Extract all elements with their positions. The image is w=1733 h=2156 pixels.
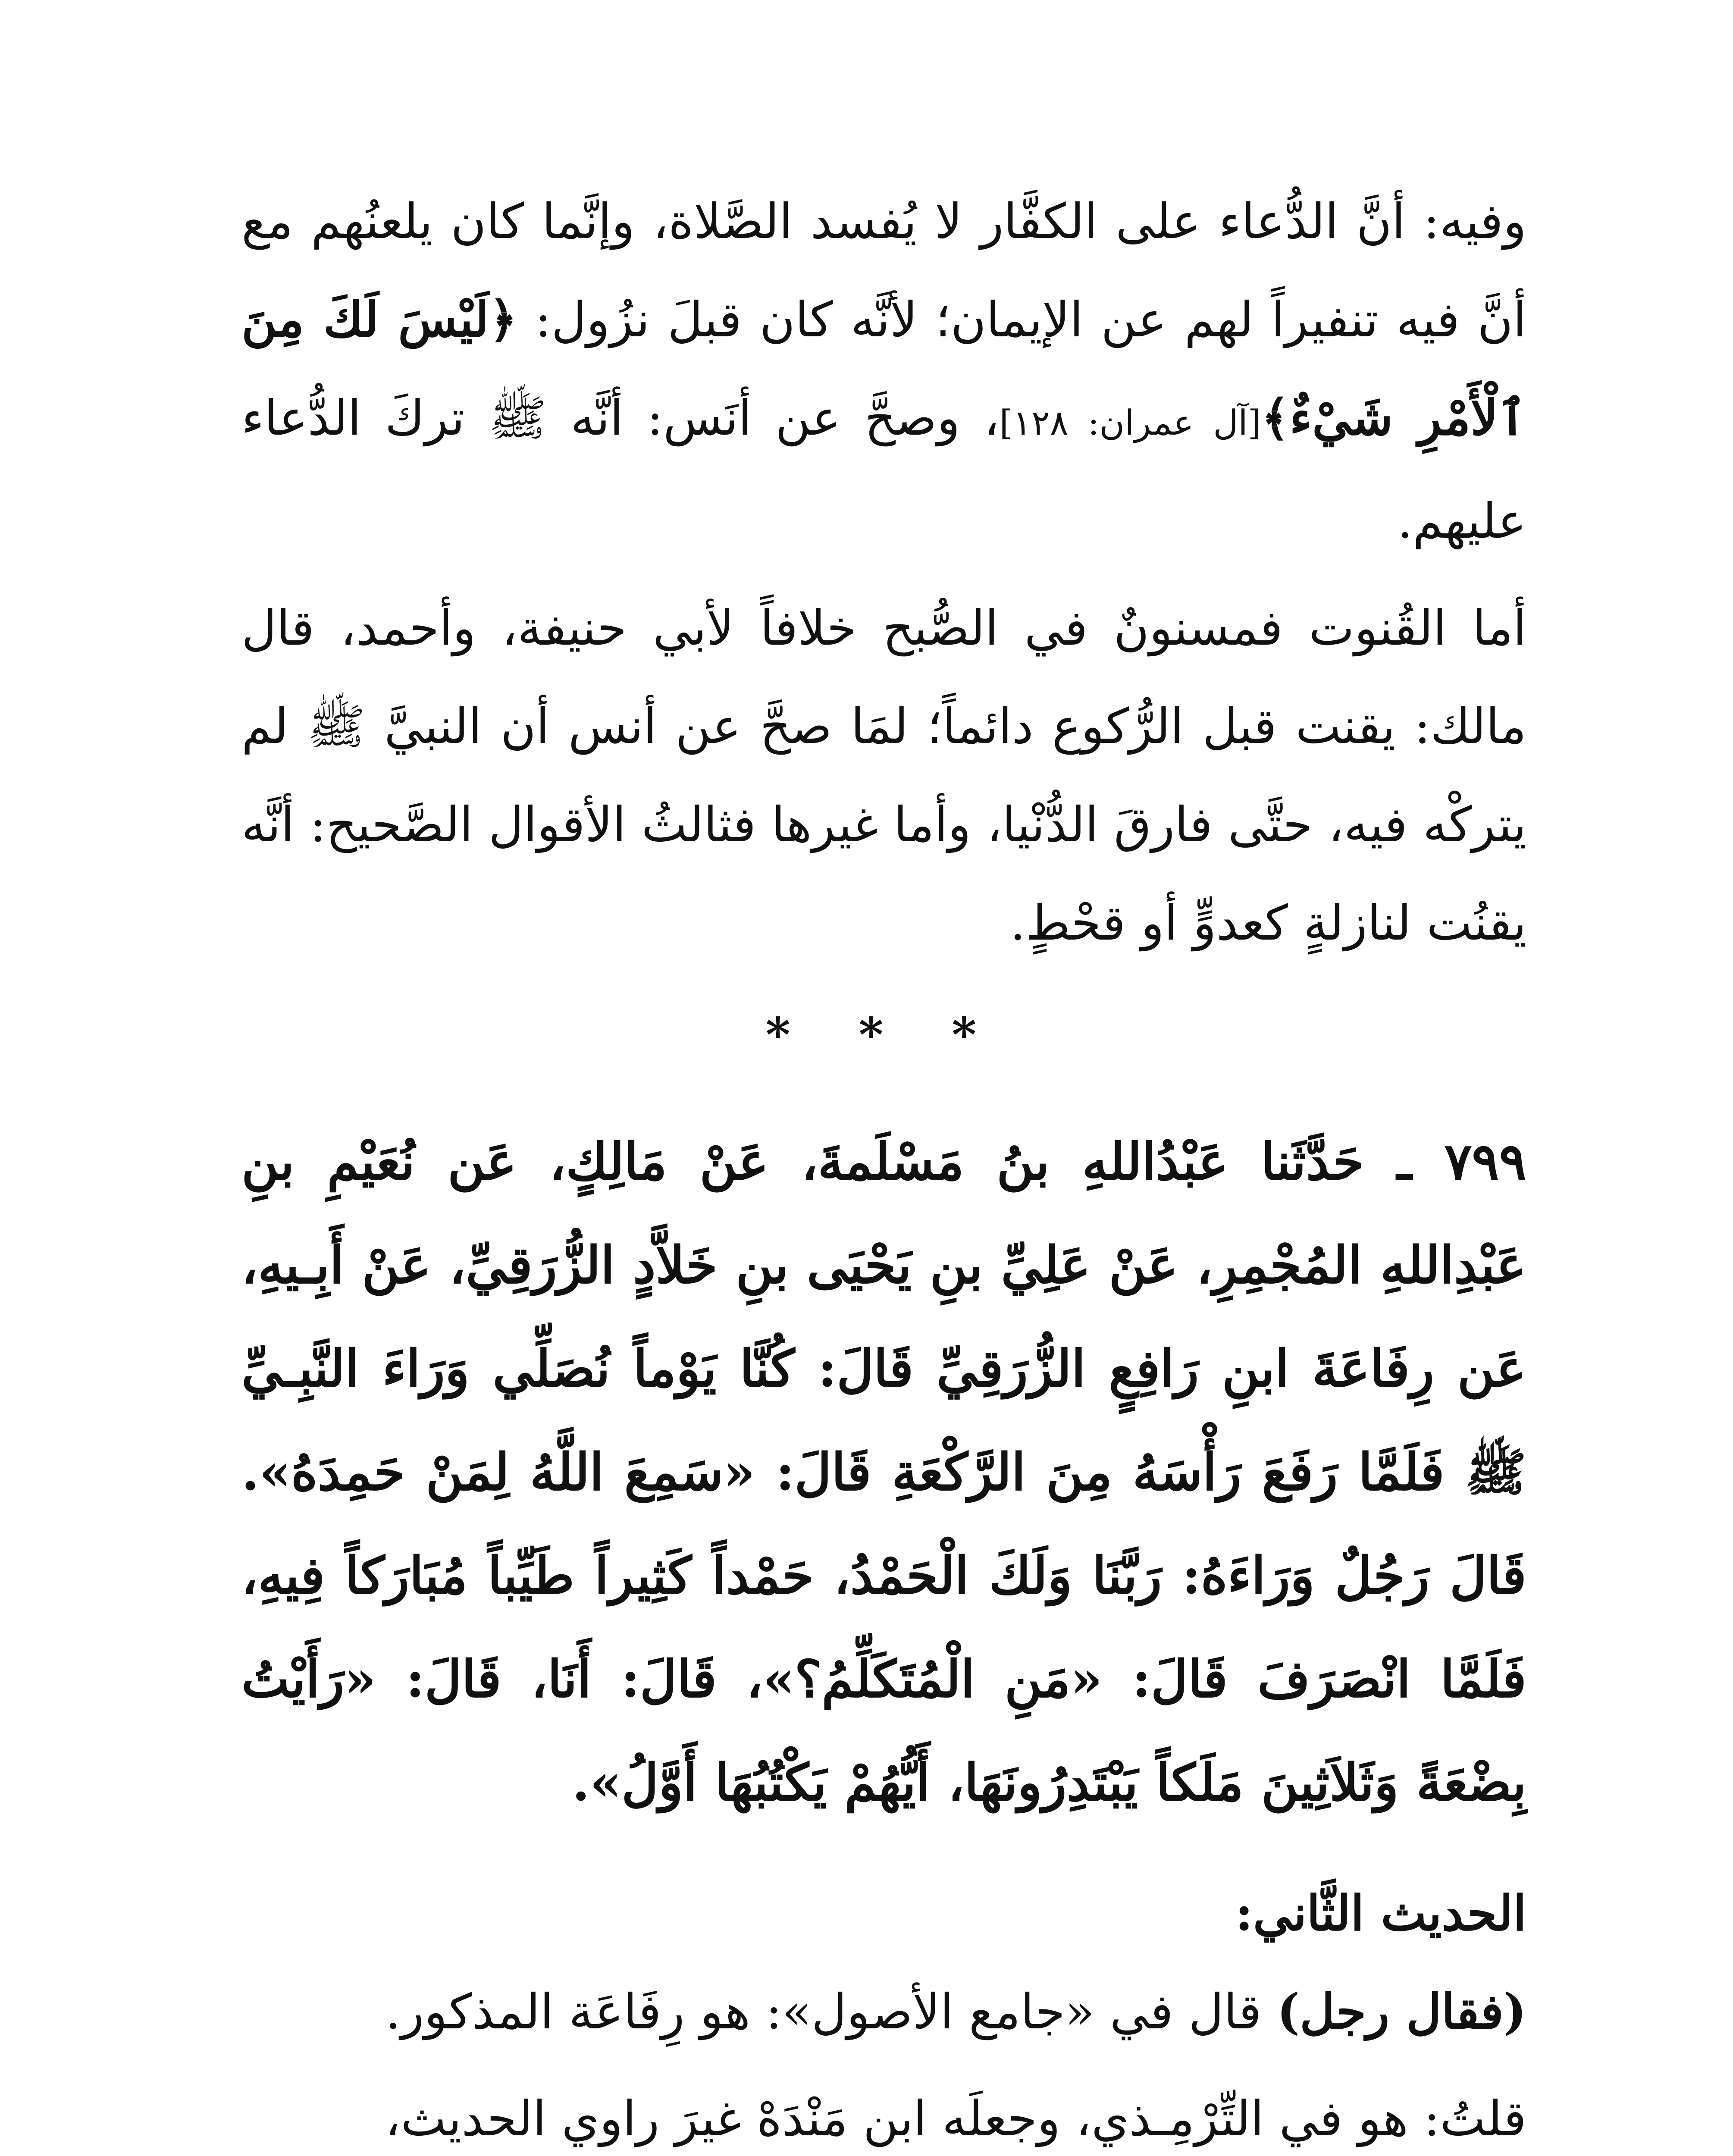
commentary-paragraph-2: أما القُنوت فمسنونٌ في الصُّبح خلافاً لأبي حنيفة، وأحمد، قال مالك: يقنت قبل الرُّكوع دائماً؛ لمَا صحَّ عن أنس أن النبيَّ ﷺ لم يتركْه فيه، حتَّى فارقَ الدُّنْيا، وأما غيرها فثالثُ الأقوال الصَّحيح: أنَّه يقنُت لنازلةٍ كعدوٍّ أو قحْطٍ. <box>241 600 1526 951</box>
section-separator: * * * <box>765 1007 1003 1062</box>
quran-verse: ﴿لَيْسَ لَكَ مِنَ ٱلْأَمْرِ شَيْءٌ﴾ <box>241 291 1526 446</box>
commentary-text-b: ، وصحَّ عن أنَس: أنَّه ﷺ تركَ الدُّعاء عليهم. <box>241 390 1526 549</box>
commentary-paragraph-1 <box>241 172 1526 570</box>
commentary-text-a: وفيه: أنَّ الدُّعاء على الكفَّار لا يُفسد الصَّلاة، وإنَّما كان يلعنُهم مع أنَّ فيه تنفيراً لهم عن الإيمان؛ لأنَّه كان قبلَ نزُول: <box>241 194 1526 348</box>
section-paragraph-1-rest: قال في «جامع الأصول»: هو رِفَاعَة المذكور. <box>385 1984 1277 2040</box>
page-body <box>241 172 1526 2156</box>
section-paragraph-1 <box>241 1963 1526 2061</box>
section-paragraph-2: قلتُ: هو في التِّرْمِـذي، وجعلَه ابن مَنْدَهْ غيرَ راوي الحديث، <box>385 2091 1526 2147</box>
section-heading: الحديث الثَّاني: <box>1235 1885 1526 1942</box>
quoted-phrase: (فقال رجل) <box>1277 1984 1526 2040</box>
hadith-text: ٧٩٩ ـ حَدَّثَنا عَبْدُاللهِ بنُ مَسْلَمةَ، عَنْ مَالِكٍ، عَن نُعَيْمِ بنِ عَبْدِاللهِ المُجْمِرِ، عَنْ عَلِيِّ بنِ يَحْيَى بنِ خَلاَّدٍ الزُّرَقِيِّ، عَنْ أَبِـيهِ، عَن رِفَاعَةَ ابنِ رَافِعٍ الزُّرَقِيِّ قَالَ: كُنَّا يَوْماً نُصَلِّي وَرَاءَ النَّبِـيِّ ﷺ فَلَمَّا رَفَعَ رَأْسَهُ مِنَ الرَّكْعَةِ قَالَ: «سَمِعَ اللَّهُ لِمَنْ حَمِدَهُ». قَالَ رَجُلٌ وَرَاءَهُ: رَبَّنَا وَلَكَ الْحَمْدُ، حَمْداً كَثِيراً طَيِّباً مُبَارَكاً فِيهِ، فَلَمَّا انْصَرَفَ قَالَ: «مَنِ الْمُتَكَلِّمُ؟»، قَالَ: أَنَا، قَالَ: «رَأَيْتُ بِضْعَةً وَثَلاَثِينَ مَلَكاً يَبْتَدِرُونَهَا، أَيُّهُمْ يَكْتُبُهَا أَوَّلُ». <box>241 1131 1527 1812</box>
verse-reference: [آل عمران: ١٢٨] <box>999 403 1261 443</box>
